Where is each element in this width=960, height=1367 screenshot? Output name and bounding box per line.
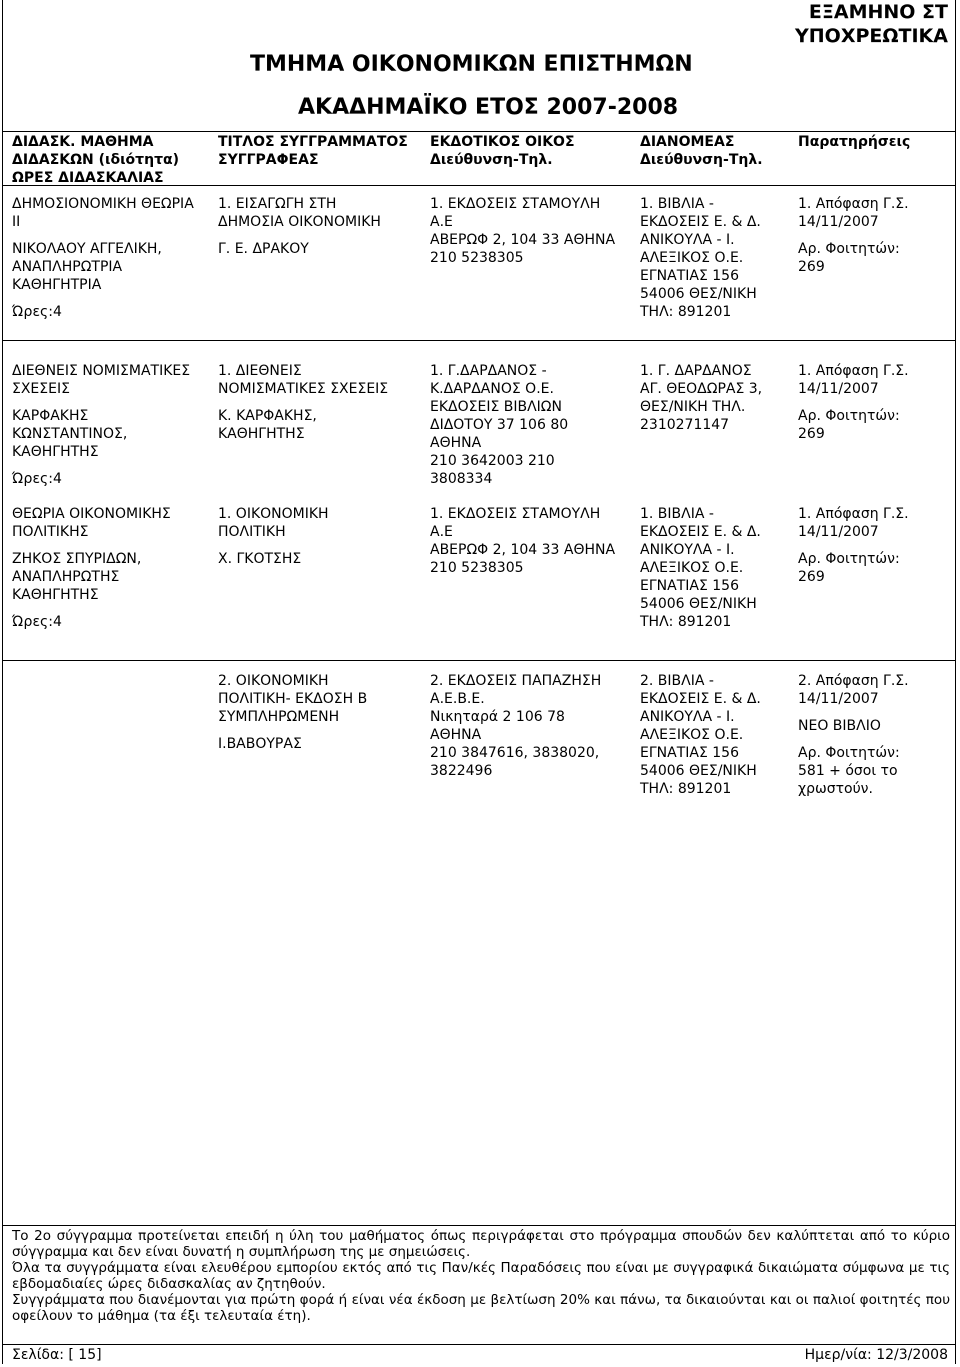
column-header-c2-line: ΣΥΓΓΡΑΦΕΑΣ bbox=[218, 152, 319, 168]
row-1-c4-line: ΑΛΕΞΙΚΟΣ Ο.Ε. bbox=[640, 250, 744, 266]
row-divider bbox=[2, 660, 956, 661]
academic-year: ΑΚΑΔΗΜΑΪΚΟ ΕΤΟΣ 2007-2008 bbox=[298, 95, 679, 120]
row-1-c1 bbox=[12, 195, 194, 321]
column-header-c4-line: Διεύθυνση-Τηλ. bbox=[640, 152, 763, 168]
column-header-c3-line: ΕΚΔΟΤΙΚΟΣ ΟΙΚΟΣ bbox=[430, 134, 575, 150]
row-4-c3-line: 3822496 bbox=[430, 763, 493, 779]
row-1-c4-line: ΑΝΙΚΟΥΛΑ - Ι. bbox=[640, 232, 735, 248]
row-1-c1-line: ΔΗΜΟΣΙΟΝΟΜΙΚΗ ΘΕΩΡΙΑ bbox=[12, 196, 194, 212]
row-3-c5-line: Αρ. Φοιτητών: bbox=[798, 551, 900, 567]
row-3-c4-line: ΑΛΕΞΙΚΟΣ Ο.Ε. bbox=[640, 560, 744, 576]
row-1-c1-line: ΝΙΚΟΛΑΟΥ ΑΓΓΕΛΙΚΗ, bbox=[12, 241, 162, 257]
row-4-c2-line bbox=[218, 726, 367, 735]
row-4-c4-line: ΑΝΙΚΟΥΛΑ - Ι. bbox=[640, 709, 735, 725]
row-4-c3-line: 210 3847616, 3838020, bbox=[430, 745, 600, 761]
footnote-3: Συγγράμματα που διανέμονται για πρώτη φορά ή είναι νέα έκδοση με βελτίωση 20% και πάνω, τα δικαιούνται και οι παλιοί φοιτητές που οφείλουν το μάθημα (τα έξι τελευταία έτη). bbox=[12, 1292, 950, 1324]
column-header-c1-line: ΔΙΔΑΣΚ. ΜΑΘΗΜΑ bbox=[12, 134, 154, 150]
row-2-c1-line: ΚΑΡΦΑΚΗΣ bbox=[12, 408, 89, 424]
row-3-c4-line: ΕΚΔΟΣΕΙΣ Ε. & Δ. bbox=[640, 524, 761, 540]
row-2-c3-line: ΕΚΔΟΣΕΙΣ ΒΙΒΛΙΩΝ bbox=[430, 399, 562, 415]
row-1-c1-line bbox=[12, 294, 194, 303]
row-3-c1-line: Ώρες:4 bbox=[12, 614, 62, 630]
row-1-c1-line bbox=[12, 231, 194, 240]
row-2-c3-line: ΔΙΔΟΤΟΥ 37 106 80 bbox=[430, 417, 569, 433]
row-3-c4-line: ΤΗΛ: 891201 bbox=[640, 614, 732, 630]
row-2-c3 bbox=[430, 362, 568, 488]
row-3-c5-line: 269 bbox=[798, 569, 825, 585]
row-divider bbox=[2, 340, 956, 341]
row-4-c5-line: ΝΕΟ ΒΙΒΛΙΟ bbox=[798, 718, 881, 734]
row-1-c4-line: ΤΗΛ: 891201 bbox=[640, 304, 732, 320]
row-divider bbox=[2, 185, 956, 186]
row-2-c5-line: Αρ. Φοιτητών: bbox=[798, 408, 900, 424]
row-1-c1-line: ΑΝΑΠΛΗΡΩΤΡΙΑ bbox=[12, 259, 123, 275]
column-header-c1-line: ΔΙΔΑΣΚΩΝ (ιδιότητα) bbox=[12, 152, 180, 168]
row-2-c3-line: 1. Γ.ΔΑΡΔΑΝΟΣ - bbox=[430, 363, 547, 379]
page-number: Σελίδα: [ 15] bbox=[12, 1347, 102, 1363]
row-3-c3-line: ΑΒΕΡΩΦ 2, 104 33 ΑΘΗΝΑ bbox=[430, 542, 616, 558]
row-4-c5-line: 2. Απόφαση Γ.Σ. bbox=[798, 673, 909, 689]
column-header-c1 bbox=[12, 133, 179, 187]
row-3-c1-line: ΚΑΘΗΓΗΤΗΣ bbox=[12, 587, 99, 603]
row-2-c2-line: Κ. ΚΑΡΦΑΚΗΣ, bbox=[218, 408, 317, 424]
row-3-c3-line: Α.Ε bbox=[430, 524, 453, 540]
row-2-c2-line: 1. ΔΙΕΘΝΕΙΣ bbox=[218, 363, 302, 379]
row-2-c1-line bbox=[12, 398, 190, 407]
row-4-c4-line: ΑΛΕΞΙΚΟΣ Ο.Ε. bbox=[640, 727, 744, 743]
row-4-c4-line: ΤΗΛ: 891201 bbox=[640, 781, 732, 797]
row-1-c1-line: ΙΙ bbox=[12, 214, 21, 230]
column-header-c5 bbox=[798, 133, 910, 151]
row-2-c4-line: ΑΓ. ΘΕΟΔΩΡΑΣ 3, bbox=[640, 381, 763, 397]
row-1-c5-line: 1. Απόφαση Γ.Σ. bbox=[798, 196, 909, 212]
row-3-c1-line: ΠΟΛΙΤΙΚΗΣ bbox=[12, 524, 89, 540]
row-3-c1-line: ΘΕΩΡΙΑ ΟΙΚΟΝΟΜΙΚΗΣ bbox=[12, 506, 171, 522]
row-2-c2-line bbox=[218, 398, 388, 407]
row-1-c4-line: 1. ΒΙΒΛΙΑ - bbox=[640, 196, 714, 212]
row-1-c3 bbox=[430, 195, 615, 267]
row-2-c1-line: ΔΙΕΘΝΕΙΣ ΝΟΜΙΣΜΑΤΙΚΕΣ bbox=[12, 363, 191, 379]
row-4-c2-line: ΠΟΛΙΤΙΚΗ- ΕΚΔΟΣΗ Β bbox=[218, 691, 368, 707]
row-1-c5-line: Αρ. Φοιτητών: bbox=[798, 241, 900, 257]
row-4-c5-line: 14/11/2007 bbox=[798, 691, 879, 707]
row-4-c5-line: Αρ. Φοιτητών: bbox=[798, 745, 900, 761]
row-4-c3-line: Νικηταρά 2 106 78 bbox=[430, 709, 565, 725]
row-4-c5-line: χρωστούν. bbox=[798, 781, 873, 797]
row-1-c3-line: 1. ΕΚΔΟΣΕΙΣ ΣΤΑΜΟΥΛΗ bbox=[430, 196, 601, 212]
row-3-c5-line bbox=[798, 541, 909, 550]
row-2-c3-line: 3808334 bbox=[430, 471, 493, 487]
row-2-c1-line bbox=[12, 461, 190, 470]
row-1-c2-line: ΔΗΜΟΣΙΑ ΟΙΚΟΝΟΜΙΚΗ bbox=[218, 214, 381, 230]
row-3-c3 bbox=[430, 505, 615, 577]
row-2-c5-line: 1. Απόφαση Γ.Σ. bbox=[798, 363, 909, 379]
row-4-c5-line bbox=[798, 708, 909, 717]
row-3-c5-line: 1. Απόφαση Γ.Σ. bbox=[798, 506, 909, 522]
row-1-c2 bbox=[218, 195, 381, 258]
row-3-c1-line bbox=[12, 604, 171, 613]
row-3-c2-line: ΠΟΛΙΤΙΚΗ bbox=[218, 524, 286, 540]
row-1-c3-line: Α.Ε bbox=[430, 214, 453, 230]
row-1-c5-line bbox=[798, 231, 909, 240]
row-1-c5-line: 269 bbox=[798, 259, 825, 275]
row-2-c2 bbox=[218, 362, 388, 443]
row-2-c1-line: ΚΑΘΗΓΗΤΗΣ bbox=[12, 444, 99, 460]
column-header-c4 bbox=[640, 133, 763, 169]
row-3-c4-line: ΑΝΙΚΟΥΛΑ - Ι. bbox=[640, 542, 735, 558]
row-4-c4-line: 2. ΒΙΒΛΙΑ - bbox=[640, 673, 714, 689]
row-1-c2-line: Γ. Ε. ΔΡΑΚΟΥ bbox=[218, 241, 309, 257]
semester-line-1: ΕΞΑΜΗΝΟ ΣΤ bbox=[808, 1, 948, 23]
row-4-c5 bbox=[798, 672, 909, 798]
row-2-c3-line: Κ.ΔΑΡΔΑΝΟΣ Ο.Ε. bbox=[430, 381, 554, 397]
row-4-c3-line: 2. ΕΚΔΟΣΕΙΣ ΠΑΠΑΖΗΣΗ bbox=[430, 673, 602, 689]
row-4-c5-line: 581 + όσοι το bbox=[798, 763, 898, 779]
row-3-c2-line bbox=[218, 541, 329, 550]
column-header-c4-line: ΔΙΑΝΟΜΕΑΣ bbox=[640, 134, 735, 150]
row-2-c1-line: ΣΧΕΣΕΙΣ bbox=[12, 381, 70, 397]
row-3-c3-line: 210 5238305 bbox=[430, 560, 524, 576]
row-1-c2-line: 1. ΕΙΣΑΓΩΓΗ ΣΤΗ bbox=[218, 196, 337, 212]
row-4-c2-line: Ι.ΒΑΒΟΥΡΑΣ bbox=[218, 736, 302, 752]
row-3-c1-line bbox=[12, 541, 171, 550]
column-header-c5-line: Παρατηρήσεις bbox=[798, 134, 911, 150]
row-1-c3-line: ΑΒΕΡΩΦ 2, 104 33 ΑΘΗΝΑ bbox=[430, 232, 616, 248]
footer-date: Ημερ/νία: 12/3/2008 bbox=[804, 1347, 948, 1363]
row-1-c4-line: ΕΚΔΟΣΕΙΣ Ε. & Δ. bbox=[640, 214, 761, 230]
row-4-c4-line: ΕΓΝΑΤΙΑΣ 156 bbox=[640, 745, 739, 761]
column-header-c2 bbox=[218, 133, 408, 169]
row-2-c5-line: 14/11/2007 bbox=[798, 381, 879, 397]
row-2-c5-line bbox=[798, 398, 909, 407]
column-header-c1-line: ΩΡΕΣ ΔΙΔΑΣΚΑΛΙΑΣ bbox=[12, 170, 164, 186]
row-2-c3-line: 210 3642003 210 bbox=[430, 453, 555, 469]
row-2-c4-line: 2310271147 bbox=[640, 417, 730, 433]
footnote-1: Το 2ο σύγγραμμα προτείνεται επειδή η ύλη του μαθήματος όπως περιγράφεται στο πρόγραμμα σπουδών δεν καλύπτεται από το κύριο σύγγραμμα και δεν είναι δυνατή η συμπλήρωση της με σημειώσεις. bbox=[12, 1228, 950, 1260]
row-4-c2 bbox=[218, 672, 367, 753]
row-3-c2-line: 1. ΟΙΚΟΝΟΜΙΚΗ bbox=[218, 506, 329, 522]
row-4-c3-line: ΑΘΗΝΑ bbox=[430, 727, 482, 743]
row-4-c5-line bbox=[798, 735, 909, 744]
row-4-c4 bbox=[640, 672, 761, 798]
row-2-c3-line: ΑΘΗΝΑ bbox=[430, 435, 482, 451]
row-2-c2-line: ΝΟΜΙΣΜΑΤΙΚΕΣ ΣΧΕΣΕΙΣ bbox=[218, 381, 389, 397]
department-title: ΤΜΗΜΑ ΟΙΚΟΝΟΜΙΚΩΝ ΕΠΙΣΤΗΜΩΝ bbox=[250, 52, 693, 77]
row-1-c3-line: 210 5238305 bbox=[430, 250, 524, 266]
row-4-c4-line: ΕΚΔΟΣΕΙΣ Ε. & Δ. bbox=[640, 691, 761, 707]
row-2-c4 bbox=[640, 362, 762, 434]
semester-line-2: ΥΠΟΧΡΕΩΤΙΚΑ bbox=[795, 25, 948, 47]
footnote-divider bbox=[2, 1225, 956, 1226]
row-4-c2-line: ΣΥΜΠΛΗΡΩΜΕΝΗ bbox=[218, 709, 340, 725]
column-header-c2-line: ΤΙΤΛΟΣ ΣΥΓΓΡΑΜΜΑΤΟΣ bbox=[218, 134, 408, 150]
row-1-c1-line: Ώρες:4 bbox=[12, 304, 62, 320]
row-3-c5 bbox=[798, 505, 909, 586]
row-3-c4-line: ΕΓΝΑΤΙΑΣ 156 bbox=[640, 578, 739, 594]
footnote-2: Όλα τα συγγράμματα είναι ελευθέρου εμπορίου εκτός από τις Παν/κές Παραδόσεις που είναι με συγγραφικά δικαιώματα σύμφωνα με τις εβδομαδιαίες ώρες διδασκαλίας αν ζητηθούν. bbox=[12, 1260, 950, 1292]
row-2-c5-line: 269 bbox=[798, 426, 825, 442]
row-2-c1-line: ΚΩΝΣΤΑΝΤΙΝΟΣ, bbox=[12, 426, 128, 442]
row-3-c1-line: ΑΝΑΠΛΗΡΩΤΗΣ bbox=[12, 569, 120, 585]
row-2-c5 bbox=[798, 362, 909, 443]
row-4-c3-line: Α.Ε.Β.Ε. bbox=[430, 691, 485, 707]
row-3-c1-line: ΖΗΚΟΣ ΣΠΥΡΙΔΩΝ, bbox=[12, 551, 142, 567]
row-2-c1-line: Ώρες:4 bbox=[12, 471, 62, 487]
row-2-c4-line: ΘΕΣ/ΝΙΚΗ ΤΗΛ. bbox=[640, 399, 746, 415]
row-divider bbox=[2, 131, 956, 132]
row-1-c1-line: ΚΑΘΗΓΗΤΡΙΑ bbox=[12, 277, 102, 293]
column-header-c3 bbox=[430, 133, 575, 169]
row-4-c3 bbox=[430, 672, 601, 780]
row-2-c2-line: ΚΑΘΗΓΗΤΗΣ bbox=[218, 426, 305, 442]
semester-label bbox=[795, 0, 948, 48]
row-1-c5 bbox=[798, 195, 909, 276]
row-2-c1 bbox=[12, 362, 190, 488]
row-3-c4 bbox=[640, 505, 761, 631]
row-3-c1 bbox=[12, 505, 171, 631]
row-3-c2-line: Χ. ΓΚΟΤΣΗΣ bbox=[218, 551, 302, 567]
row-4-c2-line: 2. ΟΙΚΟΝΟΜΙΚΗ bbox=[218, 673, 329, 689]
row-1-c4 bbox=[640, 195, 761, 321]
footer-divider bbox=[2, 1344, 956, 1345]
row-2-c4-line: 1. Γ. ΔΑΡΔΑΝΟΣ bbox=[640, 363, 752, 379]
row-1-c4-line: 54006 ΘΕΣ/ΝΙΚΗ bbox=[640, 286, 757, 302]
row-3-c4-line: 1. ΒΙΒΛΙΑ - bbox=[640, 506, 714, 522]
row-1-c5-line: 14/11/2007 bbox=[798, 214, 879, 230]
column-header-c3-line: Διεύθυνση-Τηλ. bbox=[430, 152, 553, 168]
row-3-c3-line: 1. ΕΚΔΟΣΕΙΣ ΣΤΑΜΟΥΛΗ bbox=[430, 506, 601, 522]
row-4-c4-line: 54006 ΘΕΣ/ΝΙΚΗ bbox=[640, 763, 757, 779]
row-3-c5-line: 14/11/2007 bbox=[798, 524, 879, 540]
row-1-c4-line: ΕΓΝΑΤΙΑΣ 156 bbox=[640, 268, 739, 284]
row-1-c2-line bbox=[218, 231, 381, 240]
row-3-c4-line: 54006 ΘΕΣ/ΝΙΚΗ bbox=[640, 596, 757, 612]
row-3-c2 bbox=[218, 505, 329, 568]
